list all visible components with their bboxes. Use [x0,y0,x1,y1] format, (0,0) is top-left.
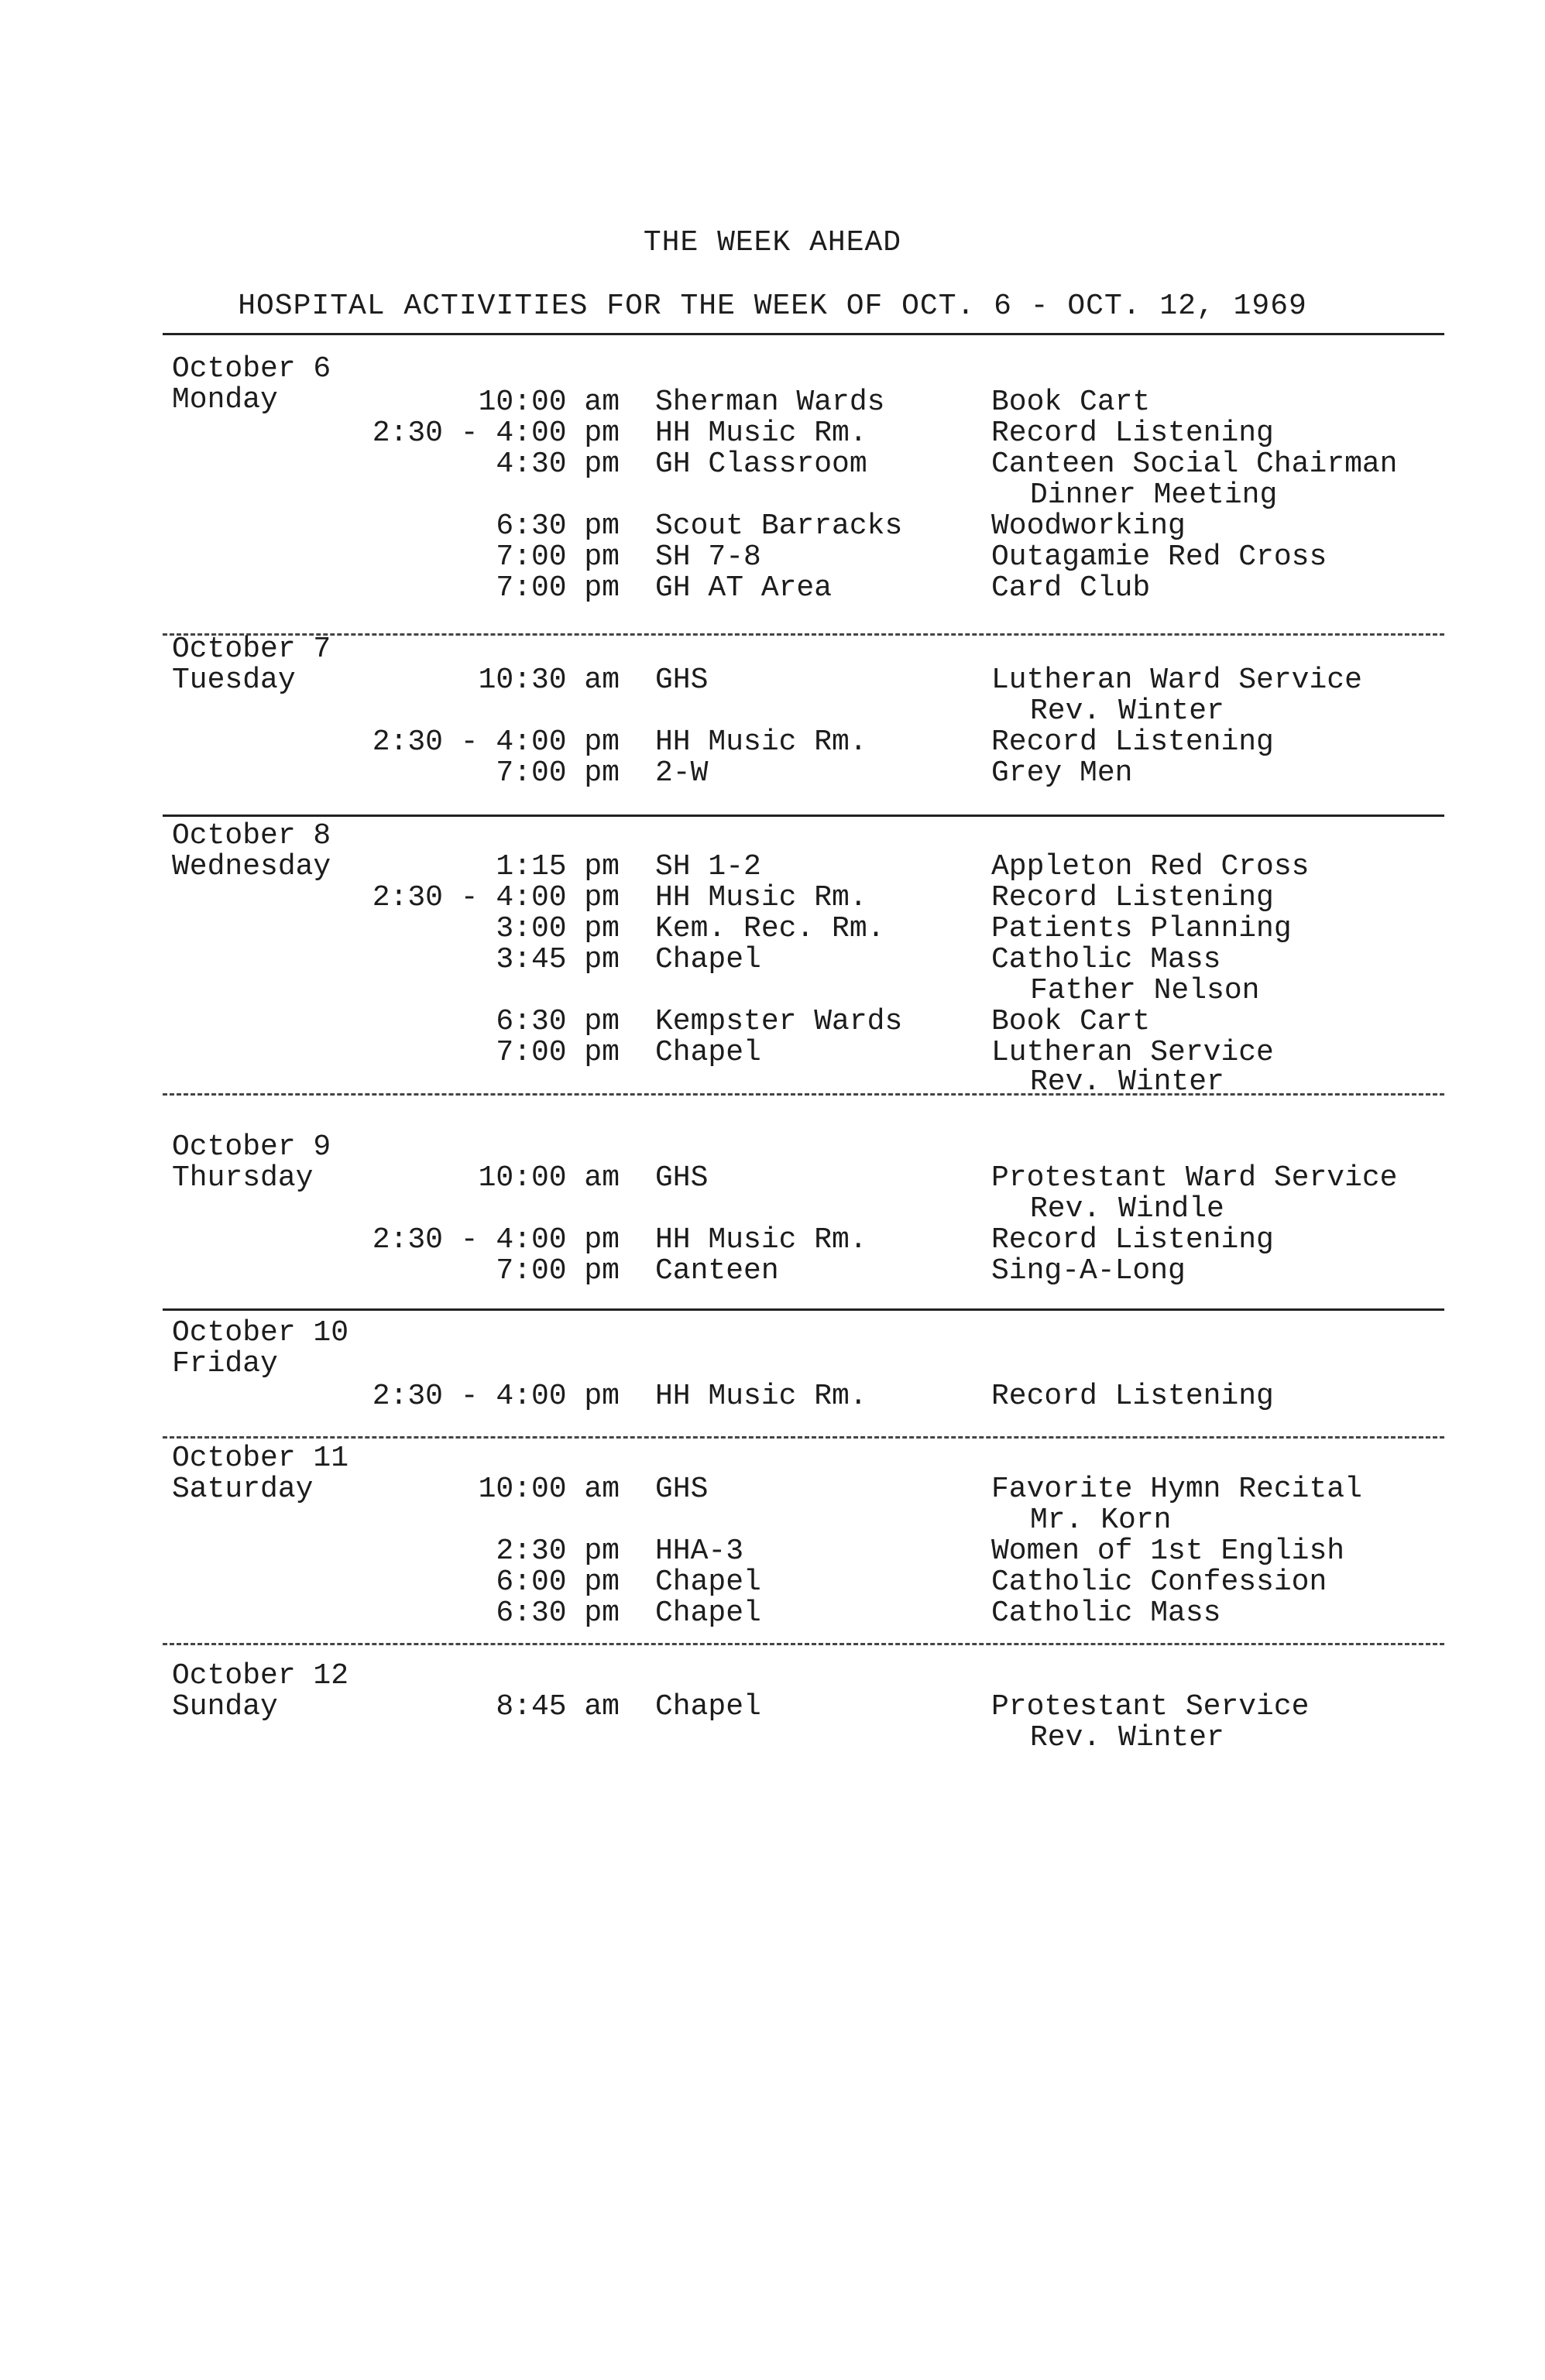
divider [163,333,1444,335]
event-place: Sherman Wards [655,386,885,419]
event-place: Kempster Wards [655,1005,903,1038]
event-place: SH 7-8 [655,540,761,574]
day-date: October 7 [172,633,331,666]
event-place: SH 1-2 [655,850,761,883]
day-date: October 11 [172,1442,349,1475]
event-row [0,881,1545,912]
event-place: HH Music Rm. [655,881,867,914]
divider [163,1436,1444,1439]
event-activity: Catholic Mass [991,1596,1221,1630]
event-place: GHS [655,1473,709,1506]
event-place: Chapel [655,1566,761,1599]
event-row [0,571,1545,605]
event-time: 6:30 pm [496,1005,620,1038]
event-time: 10:00 am [478,1473,620,1506]
event-activity: Record Listening [991,881,1274,914]
event-time: 10:00 am [478,386,620,419]
event-place: Kem. Rec. Rm. [655,912,885,945]
event-place: Chapel [655,1690,761,1723]
event-time: 6:00 pm [496,1566,620,1599]
day-date: October 8 [172,819,331,852]
event-place: Scout Barracks [655,509,903,543]
day-name: Friday [172,1347,278,1380]
day-name: Thursday [172,1161,314,1195]
event-activity: Sing-A-Long [991,1254,1186,1288]
event-note-row [0,694,1545,728]
event-place: Chapel [655,1596,761,1630]
event-time: 2:30 pm [496,1535,620,1568]
event-activity: Woodworking [991,509,1186,543]
event-note: Father Nelson [1030,974,1260,1007]
event-note-row [0,1065,1545,1099]
event-row [0,756,1545,790]
event-place: HH Music Rm. [655,417,867,450]
event-activity: Outagamie Red Cross [991,540,1327,574]
event-time: 3:00 pm [496,912,620,945]
event-time: 6:30 pm [496,509,620,543]
event-time: 1:15 pm [496,850,620,883]
event-time: 6:30 pm [496,1596,620,1630]
event-note-row [0,1721,1545,1752]
event-time: 2:30 - 4:00 pm [372,417,620,450]
event-note: Rev. Winter [1030,1065,1224,1099]
event-activity: Lutheran Service [991,1036,1274,1069]
divider [163,814,1444,817]
event-row [0,1473,1545,1504]
event-place: GH AT Area [655,571,833,605]
event-activity: Appleton Red Cross [991,850,1310,883]
event-note: Mr. Korn [1030,1504,1172,1537]
event-row [0,1566,1545,1599]
event-row [0,1161,1545,1195]
event-row [0,1223,1545,1257]
event-row [0,509,1545,543]
event-activity: Protestant Ward Service [991,1161,1398,1195]
event-time: 4:30 pm [496,448,620,481]
event-note: Rev. Winter [1030,694,1224,728]
day-name: Monday [172,383,278,417]
event-row [0,1005,1545,1036]
divider [163,1308,1444,1311]
day-name: Tuesday [172,664,296,697]
event-time: 7:00 pm [496,756,620,790]
event-activity: Patients Planning [991,912,1292,945]
day-date: October 6 [172,352,331,386]
event-time: 3:45 pm [496,943,620,976]
event-row [0,850,1545,881]
document-subtitle: HOSPITAL ACTIVITIES FOR THE WEEK OF OCT. 6 - OCT. 12, 1969 [238,290,1307,323]
event-time: 10:00 am [478,1161,620,1195]
day-name: Sunday [172,1690,278,1723]
event-time: 7:00 pm [496,1036,620,1069]
event-note-row [0,1192,1545,1226]
event-time: 7:00 pm [496,1254,620,1288]
event-time: 2:30 - 4:00 pm [372,881,620,914]
event-time: 8:45 am [496,1690,620,1723]
event-place: Chapel [655,1036,761,1069]
event-activity: Catholic Mass [991,943,1221,976]
event-note: Rev. Winter [1030,1721,1224,1754]
event-row [0,912,1545,943]
event-row [0,448,1545,481]
event-activity: Card Club [991,571,1151,605]
day-name: Saturday [172,1473,314,1506]
day-date: October 10 [172,1316,349,1349]
event-activity: Book Cart [991,386,1151,419]
divider [163,633,1444,636]
event-activity: Lutheran Ward Service [991,664,1362,697]
event-row [0,1254,1545,1288]
event-row [0,1690,1545,1721]
event-note-row [0,478,1545,512]
event-row [0,417,1545,448]
event-activity: Grey Men [991,756,1133,790]
event-activity: Canteen Social Chairman [991,448,1398,481]
event-place: HHA-3 [655,1535,744,1568]
event-place: HH Music Rm. [655,1380,867,1413]
event-activity: Protestant Service [991,1690,1310,1723]
event-place: GHS [655,1161,709,1195]
event-place: GHS [655,664,709,697]
event-activity: Record Listening [991,1380,1274,1413]
day-date: October 12 [172,1659,349,1692]
event-time: 10:30 am [478,664,620,697]
event-activity: Book Cart [991,1005,1151,1038]
event-activity: Record Listening [991,725,1274,759]
event-time: 2:30 - 4:00 pm [372,1380,620,1413]
event-activity: Record Listening [991,1223,1274,1257]
day-name: Wednesday [172,850,331,883]
event-time: 7:00 pm [496,571,620,605]
event-row [0,1535,1545,1566]
event-row [0,664,1545,697]
event-row [0,540,1545,574]
event-row [0,943,1545,974]
event-note-row [0,1504,1545,1535]
document-title: THE WEEK AHEAD [643,226,902,259]
divider [163,1643,1444,1645]
event-place: GH Classroom [655,448,867,481]
event-time: 2:30 - 4:00 pm [372,725,620,759]
event-activity: Catholic Confession [991,1566,1327,1599]
event-place: Chapel [655,943,761,976]
event-activity: Women of 1st English [991,1535,1345,1568]
event-note: Dinner Meeting [1030,478,1278,512]
event-row [0,1036,1545,1067]
day-date: October 9 [172,1130,331,1164]
event-row [0,386,1545,417]
event-time: 2:30 - 4:00 pm [372,1223,620,1257]
event-place: Canteen [655,1254,779,1288]
event-activity: Favorite Hymn Recital [991,1473,1362,1506]
event-place: HH Music Rm. [655,725,867,759]
event-row [0,1596,1545,1630]
event-row [0,1380,1545,1411]
event-note-row [0,974,1545,1005]
event-row [0,725,1545,759]
event-place: 2-W [655,756,709,790]
event-activity: Record Listening [991,417,1274,450]
event-time: 7:00 pm [496,540,620,574]
event-note: Rev. Windle [1030,1192,1224,1226]
event-place: HH Music Rm. [655,1223,867,1257]
